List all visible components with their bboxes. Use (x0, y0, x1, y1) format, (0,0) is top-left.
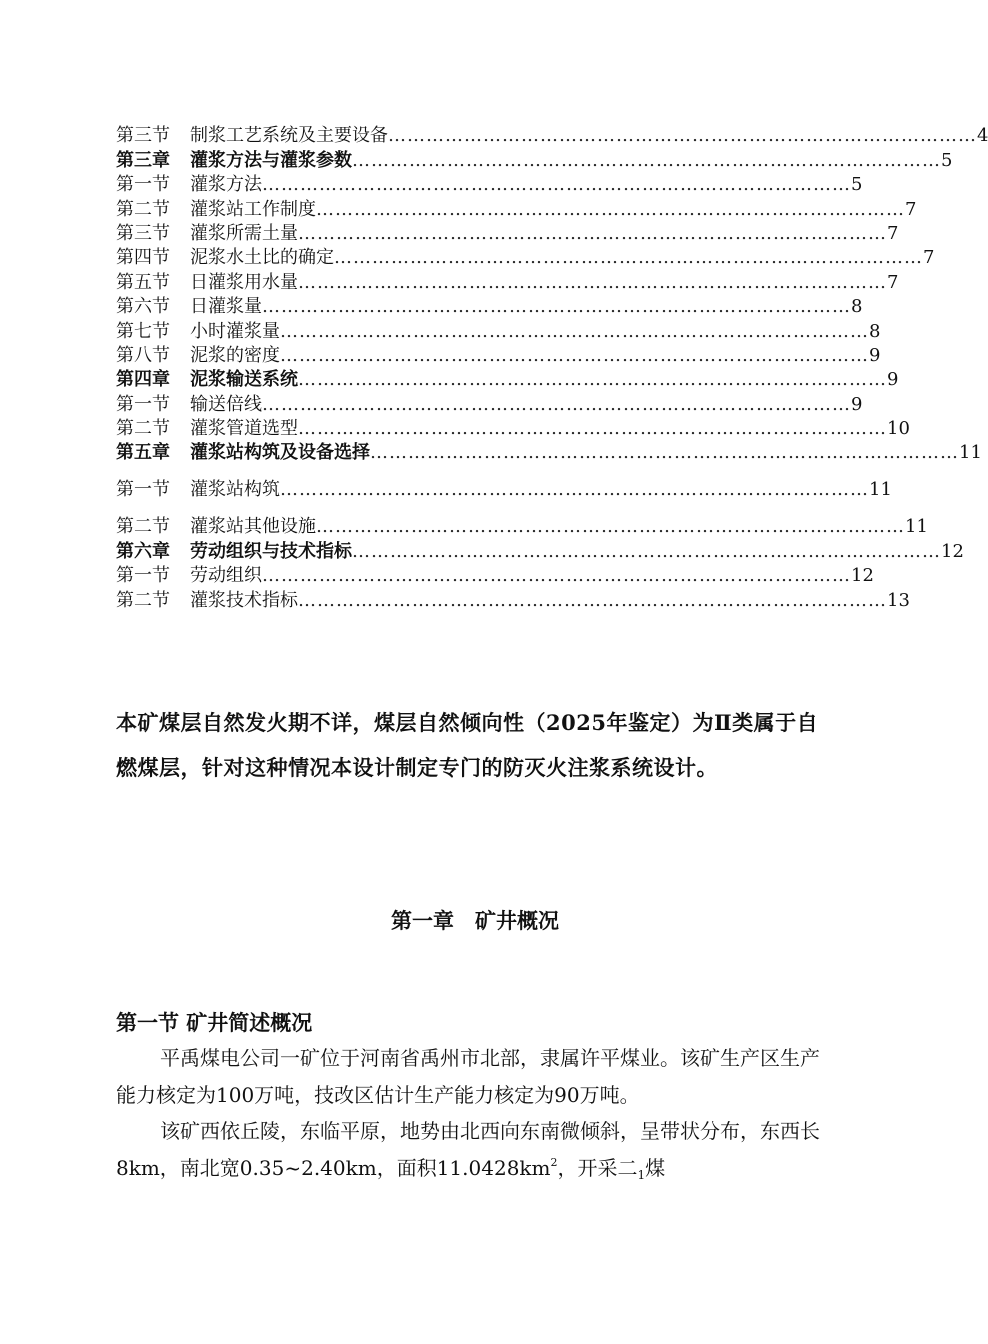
toc-entry-number: 第三节 (116, 222, 170, 244)
toc-entry[interactable] (116, 319, 881, 343)
toc-leader-dots: ………………………………………………………………………………… (370, 442, 959, 464)
toc-entry[interactable] (116, 148, 953, 172)
toc-entry[interactable] (116, 295, 863, 319)
toc-entry[interactable] (116, 392, 863, 416)
toc-entry[interactable] (116, 417, 910, 441)
seam-subscript: 1 (637, 1167, 646, 1182)
toc-page-number: 11 (905, 516, 928, 538)
toc-entry-title: 劳动组织与技术指标 (190, 540, 352, 562)
toc-entry-number: 第一节 (116, 174, 170, 196)
toc-page-number: 11 (959, 442, 982, 464)
toc-leader-dots: ………………………………………………………………………………… (262, 565, 851, 587)
toc-entry-title: 灌浆所需土量 (190, 222, 298, 244)
toc-page-number: 13 (887, 589, 910, 611)
toc-entry-title: 灌浆站其他设施 (190, 516, 316, 538)
toc-entry-number: 第一节 (116, 393, 170, 415)
toc-entry[interactable] (116, 368, 899, 392)
toc-entry[interactable] (116, 588, 910, 612)
toc-entry-number: 第一节 (116, 565, 170, 587)
toc-page-number: 7 (887, 222, 899, 244)
toc-page-number: 9 (851, 393, 863, 415)
toc-entry-number: 第五节 (116, 271, 170, 293)
toc-entry-number: 第二节 (116, 516, 170, 538)
toc-entry[interactable] (116, 222, 899, 246)
toc-entry[interactable] (116, 270, 899, 294)
toc-entry-title: 泥浆的密度 (190, 344, 280, 366)
toc-page-number: 9 (887, 369, 899, 391)
paragraph-2-part-c: 煤 (645, 1155, 666, 1180)
toc-entry-title: 制浆工艺系统及主要设备 (190, 125, 388, 147)
paragraph-2-part-a: 该矿西依丘陵，东临平原，地势由北西向东南微倾斜，呈带状分布，东西长8km，南北宽0.35~2.40km，面积11.0428km (116, 1119, 820, 1180)
toc-page-number: 5 (941, 149, 953, 171)
toc-entry-title: 灌浆方法与灌浆参数 (190, 149, 352, 171)
toc-leader-dots: ………………………………………………………………………………… (280, 320, 869, 342)
toc-leader-dots: ………………………………………………………………………………… (262, 393, 851, 415)
paragraph-2 (116, 1113, 836, 1186)
paragraph-1: 平禹煤电公司一矿位于河南省禹州市北部，隶属许平煤业。该矿生产区生产能力核定为100万吨，技改区估计生产能力核定为90万吨。 (116, 1046, 820, 1107)
toc-page-number: 5 (851, 174, 863, 196)
toc-page-number: 10 (887, 418, 910, 440)
toc-entry-title: 泥浆水土比的确定 (190, 247, 334, 269)
intro-paragraph: 本矿煤层自然发火期不详，煤层自然倾向性（2025年鉴定）为Ⅱ类属于自燃煤层，针对这种情况本设计制定专门的防灭火注浆系统设计。 (116, 710, 819, 780)
toc-leader-dots: ………………………………………………………………………………… (352, 540, 941, 562)
toc-entry[interactable] (116, 502, 928, 539)
toc-entry-title: 灌浆站构筑 (190, 479, 280, 501)
toc-entry[interactable] (116, 465, 892, 502)
toc-entry-title: 灌浆管道选型 (190, 418, 298, 440)
toc-page-number: 7 (923, 247, 935, 269)
toc-page-number: 7 (887, 271, 899, 293)
toc-page-number: 4 (977, 125, 988, 147)
toc-leader-dots: ………………………………………………………………………………… (298, 369, 887, 391)
toc-leader-dots: ………………………………………………………………………………… (352, 149, 941, 171)
toc-entry-title: 泥浆输送系统 (190, 369, 298, 391)
paragraph-2-part-b: ，开采二 (557, 1155, 638, 1180)
toc-entry[interactable] (116, 539, 964, 563)
area-superscript: 2 (550, 1155, 558, 1169)
toc-entry-title: 灌浆站构筑及设备选择 (190, 442, 370, 464)
toc-leader-dots: ………………………………………………………………………………… (262, 174, 851, 196)
toc-entry-number: 第二节 (116, 589, 170, 611)
toc-entry-title: 日灌浆用水量 (190, 271, 298, 293)
section-title: 第一节 矿井简述概况 (116, 1010, 313, 1035)
toc-page-number: 12 (851, 565, 874, 587)
toc-leader-dots: ………………………………………………………………………………… (280, 479, 869, 501)
toc-entry[interactable] (116, 564, 874, 588)
toc-entry-title: 灌浆技术指标 (190, 589, 298, 611)
toc-entry-number: 第八节 (116, 344, 170, 366)
toc-entry-number: 第一节 (116, 479, 170, 501)
toc-leader-dots: ………………………………………………………………………………… (298, 589, 887, 611)
toc-leader-dots: ………………………………………………………………………………… (298, 222, 887, 244)
toc-entry-number: 第二节 (116, 418, 170, 440)
toc-entry-number: 第四章 (116, 369, 170, 391)
toc-page-number: 8 (851, 296, 863, 318)
toc-entry-number: 第二节 (116, 198, 170, 220)
toc-page-number: 8 (869, 320, 881, 342)
toc-leader-dots: ………………………………………………………………………………… (262, 296, 851, 318)
toc-leader-dots: ………………………………………………………………………………… (280, 344, 869, 366)
toc-leader-dots: ………………………………………………………………………………… (298, 418, 887, 440)
toc-leader-dots: ………………………………………………………………………………… (298, 271, 887, 293)
toc-entry-title: 小时灌浆量 (190, 320, 280, 342)
toc-leader-dots: ………………………………………………………………………………… (388, 125, 977, 147)
toc-entry-number: 第五章 (116, 442, 170, 464)
toc-entry[interactable] (116, 197, 917, 221)
toc-entry-title: 灌浆站工作制度 (190, 198, 316, 220)
toc-page-number: 7 (905, 198, 917, 220)
toc-entry-number: 第七节 (116, 320, 170, 342)
toc-entry-title: 日灌浆量 (190, 296, 262, 318)
toc-entry[interactable] (116, 246, 935, 270)
toc-entry-number: 第四节 (116, 247, 170, 269)
toc-leader-dots: ………………………………………………………………………………… (316, 516, 905, 538)
toc-entry-number: 第六节 (116, 296, 170, 318)
toc-entry[interactable] (116, 441, 982, 465)
toc-page-number: 9 (869, 344, 881, 366)
toc-leader-dots: ………………………………………………………………………………… (316, 198, 905, 220)
toc-entry-number: 第三章 (116, 149, 170, 171)
toc-entry-number: 第六章 (116, 540, 170, 562)
toc-entry[interactable] (116, 344, 881, 368)
body-text (116, 1040, 836, 1186)
table-of-contents (116, 124, 988, 613)
toc-page-number: 12 (941, 540, 964, 562)
toc-entry[interactable] (116, 173, 863, 197)
chapter-title: 第一章 矿井概况 (391, 908, 559, 933)
toc-page-number: 11 (869, 479, 892, 501)
toc-entry-title: 劳动组织 (190, 565, 262, 587)
toc-entry[interactable] (116, 124, 988, 148)
toc-leader-dots: ………………………………………………………………………………… (334, 247, 923, 269)
toc-entry-title: 输送倍线 (190, 393, 262, 415)
toc-entry-title: 灌浆方法 (190, 174, 262, 196)
toc-entry-number: 第三节 (116, 125, 170, 147)
